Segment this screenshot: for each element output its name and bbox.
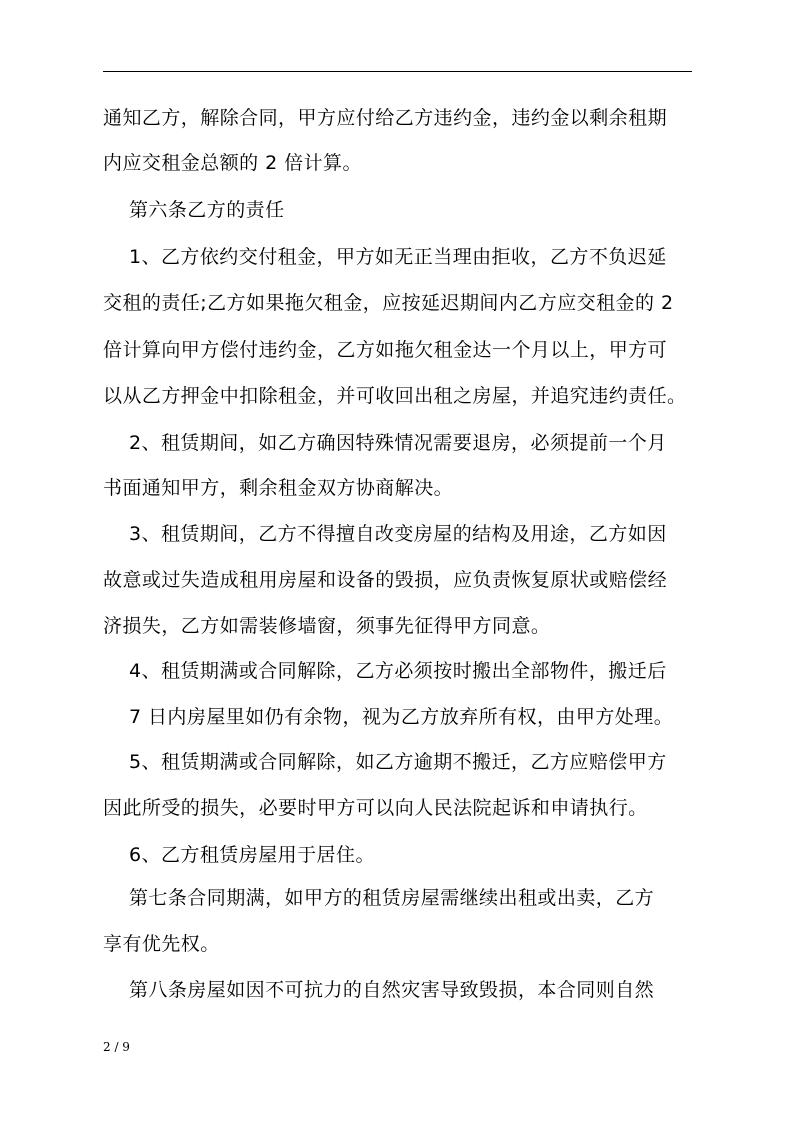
text-line: 享有优先权。 xyxy=(103,933,220,955)
text-line: 通知乙方，解除合同，甲方应付给乙方违约金，违约金以剩余租期 xyxy=(103,107,668,129)
text-line: 倍计算向甲方偿付违约金，乙方如拖欠租金达一个月以上，甲方可 xyxy=(103,339,668,361)
text-line: 交租的责任;乙方如果拖欠租金，应按延迟期间内乙方应交租金的 2 xyxy=(103,292,674,314)
text-line: 7 日内房屋里如仍有余物，视为乙方放弃所有权，由甲方处理。 xyxy=(103,706,674,728)
text-line: 济损失，乙方如需装修墙窗，须事先征得甲方同意。 xyxy=(103,615,551,637)
text-line: 6、乙方租赁房屋用于居住。 xyxy=(103,844,375,866)
text-line: 4、租赁期满或合同解除，乙方必须按时搬出全部物件，搬迁后 xyxy=(103,660,667,682)
text-line: 2、租赁期间，如乙方确因特殊情况需要退房，必须提前一个月 xyxy=(103,432,667,454)
text-line: 第七条合同期满，如甲方的租赁房屋需继续出租或出卖，乙方 xyxy=(103,887,655,909)
text-line: 书面通知甲方，剩余租金双方协商解决。 xyxy=(103,477,454,499)
text-line: 故意或过失造成租用房屋和设备的毁损，应负责恢复原状或赔偿经 xyxy=(103,569,668,591)
header-rule xyxy=(103,71,692,72)
text-line: 因此所受的损失，必要时甲方可以向人民法院起诉和申请执行。 xyxy=(103,797,648,819)
text-line: 内应交租金总额的 2 倍计算。 xyxy=(103,152,362,174)
text-line: 5、租赁期满或合同解除，如乙方逾期不搬迁，乙方应赔偿甲方 xyxy=(103,751,667,773)
text-line: 以从乙方押金中扣除租金，并可收回出租之房屋，并追究违约责任。 xyxy=(103,385,687,407)
text-line: 第八条房屋如因不可抗力的自然灾害导致毁损，本合同则自然 xyxy=(103,979,655,1001)
text-line: 第六条乙方的责任 xyxy=(103,199,285,221)
page-number: 2 / 9 xyxy=(103,1040,130,1054)
text-line: 3、租赁期间，乙方不得擅自改变房屋的结构及用途，乙方如因 xyxy=(103,523,667,545)
text-line: 1、乙方依约交付租金，甲方如无正当理由拒收，乙方不负迟延 xyxy=(103,246,667,268)
